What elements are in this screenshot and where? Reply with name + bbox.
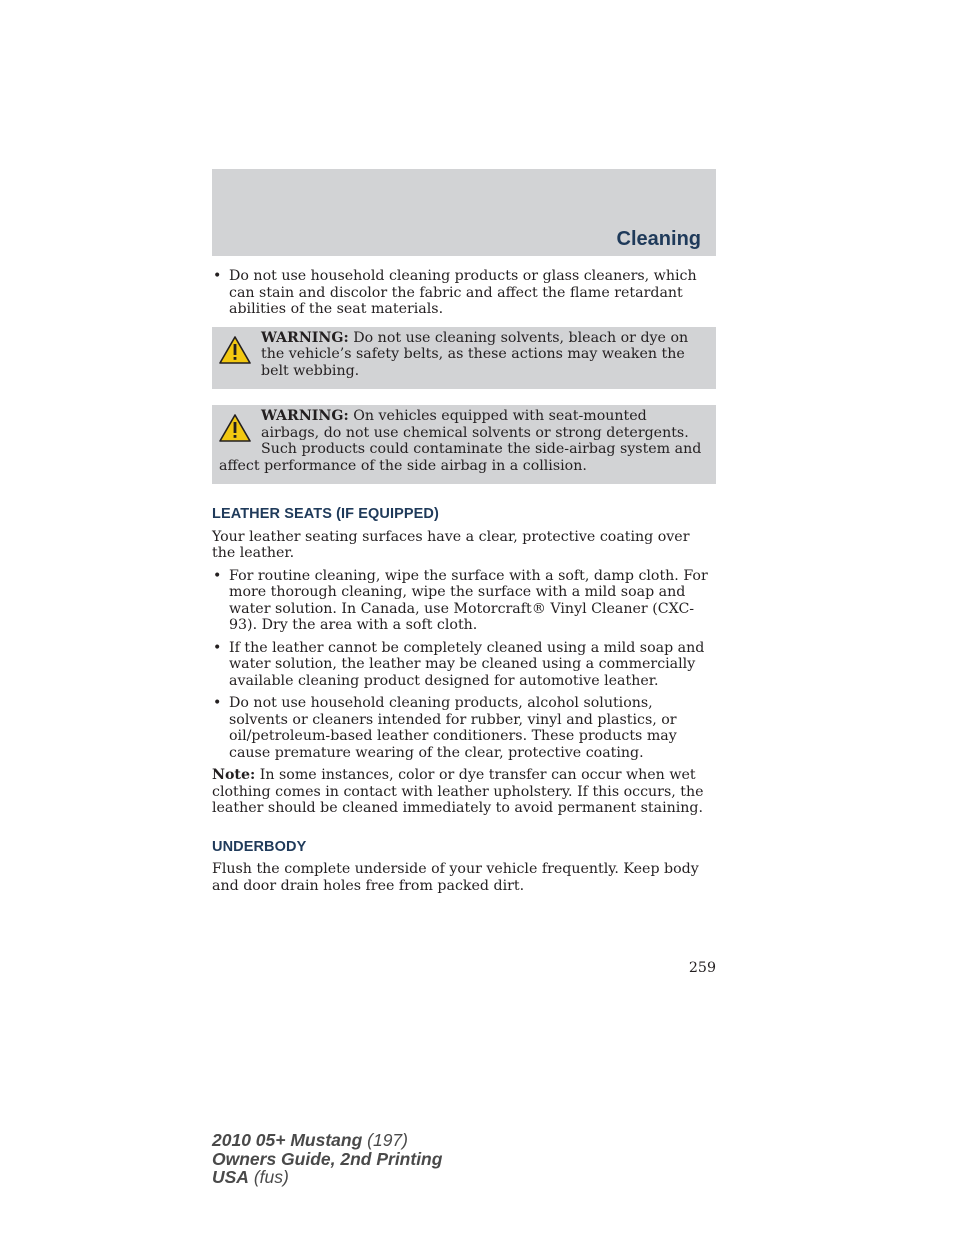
underbody-text: Flush the complete underside of your vehicle frequently. Keep body and door drain holes free from packed dirt. <box>212 861 699 894</box>
section-heading-underbody: UNDERBODY <box>212 838 307 855</box>
warning-box-airbags <box>212 405 716 484</box>
list-item-text: For routine cleaning, wipe the surface with a soft, damp cloth. For more thorough cleaning, wipe the surface with a mild soap and water solution. In Canada, use Motorcraft® Vinyl Cleaner (CXC-93). Dry the area with a soft cloth. <box>229 567 708 633</box>
note-paragraph <box>212 767 716 817</box>
footer-market-code: (fus) <box>248 1167 289 1187</box>
list-item <box>212 268 716 318</box>
footer-market: USA <box>212 1167 249 1187</box>
list-item <box>212 695 716 761</box>
main-content <box>212 268 716 900</box>
warning-label: WARNING: <box>261 408 349 424</box>
page-title: Cleaning <box>616 228 701 250</box>
footer-line-model <box>212 1131 442 1150</box>
warning-text: Do not use cleaning solvents, bleach or dye on the vehicle’s safety belts, as these actions may weaken the belt webbing. <box>261 329 689 379</box>
footer-model-code: (197) <box>362 1130 408 1150</box>
page-number: 259 <box>688 960 716 976</box>
warning-label: WARNING: <box>261 329 349 346</box>
leather-intro: Your leather seating surfaces have a clear, protective coating over the leather. <box>212 528 690 561</box>
list-item <box>212 640 716 690</box>
footer-line-market <box>212 1168 442 1187</box>
header-band <box>212 169 716 256</box>
list-item-text: Do not use household cleaning products, alcohol solutions, solvents or cleaners intended for rubber, vinyl and plastics, or oil/petroleum-based leather conditioners. These products may cause premature wearing of the clear, protective coating. <box>229 695 677 761</box>
note-text: In some instances, color or dye transfer can occur when wet clothing comes in contact with leather upholstery. If this occurs, the leather should be cleaned immediately to avoid permanent staining. <box>212 767 704 816</box>
list-item-text: If the leather cannot be completely cleaned using a mild soap and water solution, the leather may be cleaned using a commercially available cleaning product designed for automotive leather. <box>229 639 705 689</box>
bullet-mark: • <box>213 268 222 284</box>
note-label: Note: <box>212 767 256 783</box>
footer-line-printing: Owners Guide, 2nd Printing <box>212 1148 443 1169</box>
bullet-mark: • <box>213 695 222 711</box>
list-item <box>212 568 716 634</box>
warning-box-safety-belts <box>212 327 716 390</box>
section-heading-leather-seats: LEATHER SEATS (IF EQUIPPED) <box>212 506 439 522</box>
warning-text: On vehicles equipped with seat-mounted airbags, do not use chemical solvents or strong detergents. Such products could contaminate the side-airbag system and affect performance of the side airbag in a collision. <box>219 408 702 474</box>
warning-triangle-icon <box>219 414 251 442</box>
footer-model: 2010 05+ Mustang <box>212 1130 363 1150</box>
warning-triangle-icon <box>219 336 251 364</box>
bullet-mark: • <box>213 567 222 584</box>
list-item-text: Do not use household cleaning products or glass cleaners, which can stain and discolor the fabric and affect the flame retardant abilities of the seat materials. <box>229 268 697 317</box>
footer-edition-info <box>212 1131 442 1187</box>
bullet-mark: • <box>213 639 222 656</box>
